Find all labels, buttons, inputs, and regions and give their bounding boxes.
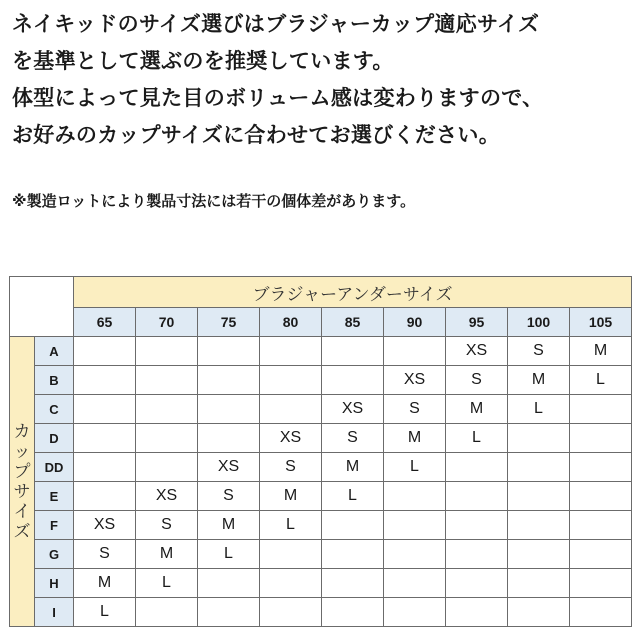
band-size-80: 80 — [260, 308, 322, 337]
size-cell: XS — [260, 424, 322, 453]
size-cell: M — [446, 395, 508, 424]
size-cell: S — [74, 540, 136, 569]
cup-row-a — [10, 337, 632, 366]
cup-row-dd — [10, 453, 632, 482]
band-size-100: 100 — [508, 308, 570, 337]
size-cell — [74, 424, 136, 453]
cup-label: E — [35, 482, 74, 511]
size-cell: S — [260, 453, 322, 482]
size-cell: M — [136, 540, 198, 569]
size-cell: L — [446, 424, 508, 453]
band-title-row — [10, 277, 632, 308]
size-cell — [260, 395, 322, 424]
cup-label: A — [35, 337, 74, 366]
size-cell — [322, 511, 384, 540]
band-size-90: 90 — [384, 308, 446, 337]
size-cell — [384, 482, 446, 511]
size-cell: XS — [446, 337, 508, 366]
size-cell: M — [260, 482, 322, 511]
size-cell: S — [322, 424, 384, 453]
size-cell — [198, 569, 260, 598]
band-size-75: 75 — [198, 308, 260, 337]
cup-label: C — [35, 395, 74, 424]
size-cell — [570, 540, 632, 569]
cup-label: DD — [35, 453, 74, 482]
cup-size-header: カ ッ プ サ イ ズ — [10, 337, 35, 627]
cup-label: B — [35, 366, 74, 395]
lot-variation-note: ※製造ロットにより製品寸法には若干の個体差があります。 — [12, 192, 416, 210]
size-cell: L — [570, 366, 632, 395]
cup-row-c — [10, 395, 632, 424]
cup-row-d — [10, 424, 632, 453]
size-cell: L — [260, 511, 322, 540]
size-cell: M — [74, 569, 136, 598]
intro-line: ネイキッドのサイズ選びはブラジャーカップ適応サイズ — [12, 12, 540, 36]
cup-row-f — [10, 511, 632, 540]
size-cell: S — [384, 395, 446, 424]
size-cell — [198, 598, 260, 627]
cup-row-i — [10, 598, 632, 627]
size-cell: L — [384, 453, 446, 482]
size-cell: M — [322, 453, 384, 482]
size-cell — [446, 453, 508, 482]
size-cell — [136, 337, 198, 366]
size-cell — [136, 395, 198, 424]
size-chart-table — [9, 276, 632, 627]
size-cell — [508, 482, 570, 511]
size-cell — [322, 569, 384, 598]
size-cell — [508, 540, 570, 569]
size-cell: M — [570, 337, 632, 366]
size-cell — [136, 598, 198, 627]
cup-label: H — [35, 569, 74, 598]
size-cell — [570, 453, 632, 482]
size-cell: M — [508, 366, 570, 395]
size-cell: S — [198, 482, 260, 511]
size-cell — [74, 482, 136, 511]
size-cell — [136, 424, 198, 453]
intro-text — [12, 6, 632, 154]
size-cell — [74, 366, 136, 395]
size-cell: S — [508, 337, 570, 366]
band-size-95: 95 — [446, 308, 508, 337]
size-cell — [198, 424, 260, 453]
size-cell: L — [508, 395, 570, 424]
cup-row-b — [10, 366, 632, 395]
size-cell: L — [198, 540, 260, 569]
size-cell — [198, 337, 260, 366]
size-cell — [74, 453, 136, 482]
cup-row-g — [10, 540, 632, 569]
size-cell — [74, 395, 136, 424]
size-cell — [136, 366, 198, 395]
size-cell: L — [322, 482, 384, 511]
size-cell — [446, 540, 508, 569]
band-size-70: 70 — [136, 308, 198, 337]
size-cell — [260, 569, 322, 598]
cup-label: F — [35, 511, 74, 540]
size-cell — [570, 598, 632, 627]
cup-row-h — [10, 569, 632, 598]
size-cell — [384, 569, 446, 598]
size-cell — [508, 569, 570, 598]
size-cell — [260, 337, 322, 366]
intro-line: お好みのカップサイズに合わせてお選びください。 — [12, 123, 501, 147]
size-cell: M — [198, 511, 260, 540]
size-cell — [260, 540, 322, 569]
size-cell — [446, 482, 508, 511]
size-cell — [198, 395, 260, 424]
size-cell — [260, 366, 322, 395]
size-cell: XS — [74, 511, 136, 540]
size-cell — [136, 453, 198, 482]
size-cell — [446, 598, 508, 627]
size-cell — [508, 511, 570, 540]
cup-label: G — [35, 540, 74, 569]
size-cell — [384, 337, 446, 366]
size-cell: XS — [384, 366, 446, 395]
size-cell — [322, 540, 384, 569]
size-cell — [570, 569, 632, 598]
cup-row-e — [10, 482, 632, 511]
size-cell — [322, 366, 384, 395]
size-cell — [570, 511, 632, 540]
size-cell — [260, 598, 322, 627]
band-size-65: 65 — [74, 308, 136, 337]
table-corner — [10, 277, 74, 337]
size-cell — [384, 540, 446, 569]
intro-line: を基準として選ぶのを推奨しています。 — [12, 49, 394, 73]
size-cell: XS — [198, 453, 260, 482]
band-size-105: 105 — [570, 308, 632, 337]
size-cell — [508, 424, 570, 453]
size-cell — [322, 598, 384, 627]
size-cell — [508, 453, 570, 482]
size-cell — [384, 511, 446, 540]
size-cell — [446, 569, 508, 598]
size-cell — [384, 598, 446, 627]
size-cell: L — [136, 569, 198, 598]
size-cell — [508, 598, 570, 627]
size-cell — [570, 424, 632, 453]
size-cell: S — [446, 366, 508, 395]
size-cell: M — [384, 424, 446, 453]
size-cell: S — [136, 511, 198, 540]
size-cell: XS — [136, 482, 198, 511]
cup-label: D — [35, 424, 74, 453]
size-cell: XS — [322, 395, 384, 424]
intro-line: 体型によって見た目のボリューム感は変わりますので、 — [12, 86, 544, 110]
size-cell — [322, 337, 384, 366]
band-size-85: 85 — [322, 308, 384, 337]
size-cell — [74, 337, 136, 366]
size-cell: L — [74, 598, 136, 627]
band-values-row — [10, 308, 632, 337]
band-size-header: ブラジャーアンダーサイズ — [74, 277, 632, 308]
size-cell — [446, 511, 508, 540]
size-cell — [198, 366, 260, 395]
size-cell — [570, 482, 632, 511]
size-cell — [570, 395, 632, 424]
cup-label: I — [35, 598, 74, 627]
